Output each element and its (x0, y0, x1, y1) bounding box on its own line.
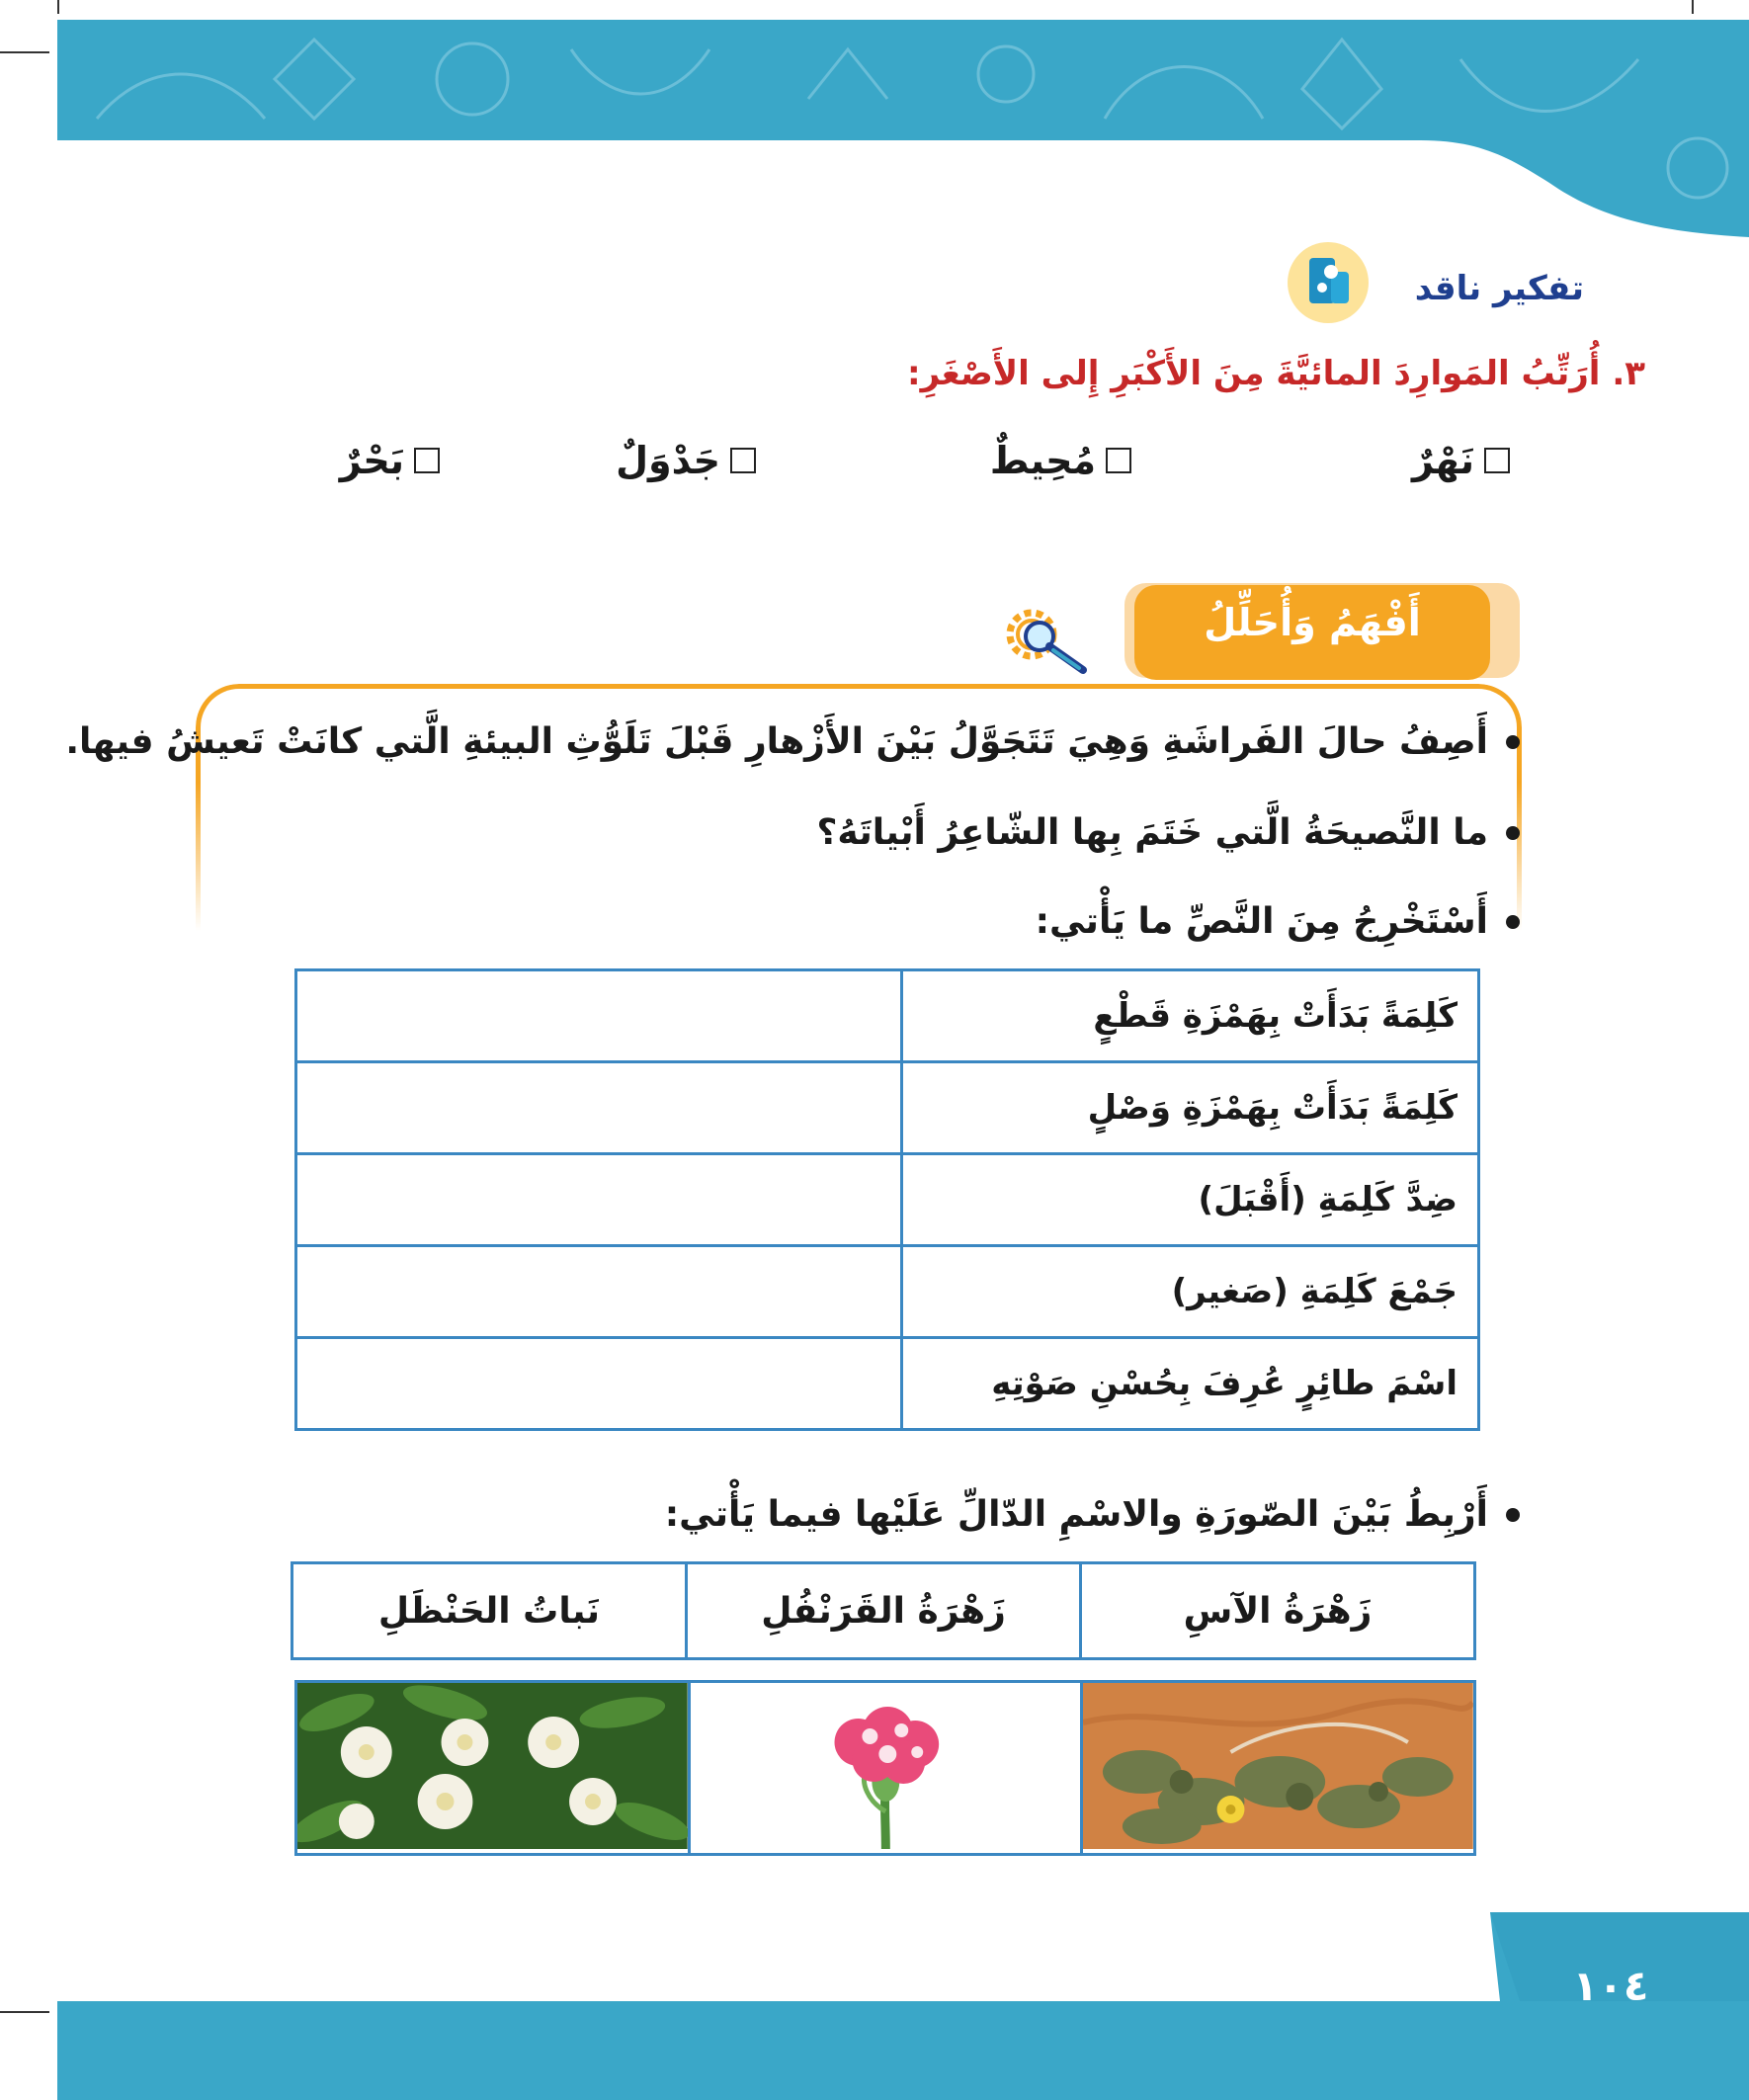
question-3 (907, 354, 1645, 393)
crop-mark (1692, 0, 1694, 14)
bullet-dot (1506, 826, 1520, 840)
answer-cell[interactable] (296, 970, 902, 1062)
option-label: جَدْوَلٌ (616, 439, 720, 482)
table-row (296, 1682, 1475, 1855)
header-band (57, 20, 1749, 237)
extract-table (294, 968, 1480, 1431)
bullet-item (65, 721, 1520, 762)
critical-thinking-title: تفكير ناقد (1414, 269, 1584, 308)
crop-mark (0, 2011, 49, 2013)
answer-cell[interactable] (296, 1154, 902, 1246)
match-name[interactable]: نَباتُ الحَنْظَلِ (292, 1563, 687, 1659)
question-text: أُرَتِّبُ المَوارِدَ المائيَّةَ مِنَ الأَكْبَرِ إِلى الأَصْغَرِ: (907, 354, 1601, 393)
bullet-text: أَسْتَخْرِجُ مِنَ النَّصِّ ما يَأْتي: (1035, 901, 1488, 942)
page-number: ١٠٤ (1572, 1962, 1649, 2010)
option-label: بَحْرٌ (339, 439, 404, 482)
bullet-item (1036, 901, 1520, 942)
bullet-item (665, 1494, 1520, 1535)
answer-cell[interactable] (296, 1246, 902, 1338)
option-item[interactable] (616, 439, 756, 482)
row-label: اسْمَ طائِرٍ عُرِفَ بِحُسْنِ صَوْتِهِ (902, 1338, 1479, 1430)
bullet-dot (1506, 1508, 1520, 1522)
table-row (296, 1154, 1479, 1246)
row-label: كَلِمَةً بَدَأَتْ بِهَمْزَةِ وَصْلٍ (902, 1062, 1479, 1154)
match-images-table (294, 1680, 1476, 1856)
match-names-table (291, 1561, 1476, 1660)
option-label: مُحِيطٌ (989, 439, 1096, 482)
match-name[interactable]: زَهْرَةُ الآسِ (1081, 1563, 1475, 1659)
table-row (296, 1062, 1479, 1154)
bullet-item (817, 812, 1520, 853)
crop-mark (0, 51, 49, 53)
table-row (296, 1338, 1479, 1430)
option-item[interactable] (990, 439, 1131, 482)
carnation-image[interactable] (689, 1682, 1082, 1855)
row-label: كَلِمَةً بَدَأَتْ بِهَمْزَةِ قَطْعٍ (902, 970, 1479, 1062)
colocynth-image[interactable] (1082, 1682, 1475, 1855)
table-row (292, 1563, 1475, 1659)
answer-cell[interactable] (296, 1338, 902, 1430)
question-number: ٣. (1612, 354, 1645, 393)
section-title: أَفْهَمُ وَأُحَلِّلُ (1204, 601, 1421, 644)
checkbox[interactable] (1106, 448, 1131, 473)
answer-cell[interactable] (296, 1062, 902, 1154)
row-label: ضِدَّ كَلِمَةِ (أَقْبَلَ) (902, 1154, 1479, 1246)
footer-band (57, 1912, 1749, 2100)
match-name[interactable]: زَهْرَةُ القَرَنْفُلِ (687, 1563, 1081, 1659)
checkbox[interactable] (730, 448, 756, 473)
bullet-text: أَرْبِطُ بَيْنَ الصّورَةِ والاسْمِ الدّالِّ عَلَيْها فيما يَأْتي: (664, 1494, 1488, 1535)
option-label: نَهْرٌ (1412, 439, 1474, 482)
checkbox[interactable] (1484, 448, 1510, 473)
option-item[interactable] (340, 439, 440, 482)
table-row (296, 970, 1479, 1062)
myrtle-image[interactable] (296, 1682, 690, 1855)
bullet-text: أَصِفُ حالَ الفَراشَةِ وَهِيَ تَتَجَوَّلُ بَيْنَ الأَزْهارِ قَبْلَ تَلَوُّثِ البيئةِ الَّتي كانَتْ تَعيشُ فيها. (65, 721, 1488, 762)
puzzle-icon (1288, 242, 1369, 323)
crop-mark (57, 0, 59, 14)
bullet-dot (1506, 735, 1520, 749)
checkbox[interactable] (414, 448, 440, 473)
table-row (296, 1246, 1479, 1338)
bullet-dot (1506, 915, 1520, 929)
bullet-text: ما النَّصيحَةُ الَّتي خَتَمَ بِها الشّاعِرُ أَبْياتَهُ؟ (816, 812, 1488, 853)
row-label: جَمْعَ كَلِمَةِ (صَغير) (902, 1246, 1479, 1338)
magnifier-gear-icon (996, 601, 1095, 676)
option-item[interactable] (1412, 439, 1510, 482)
